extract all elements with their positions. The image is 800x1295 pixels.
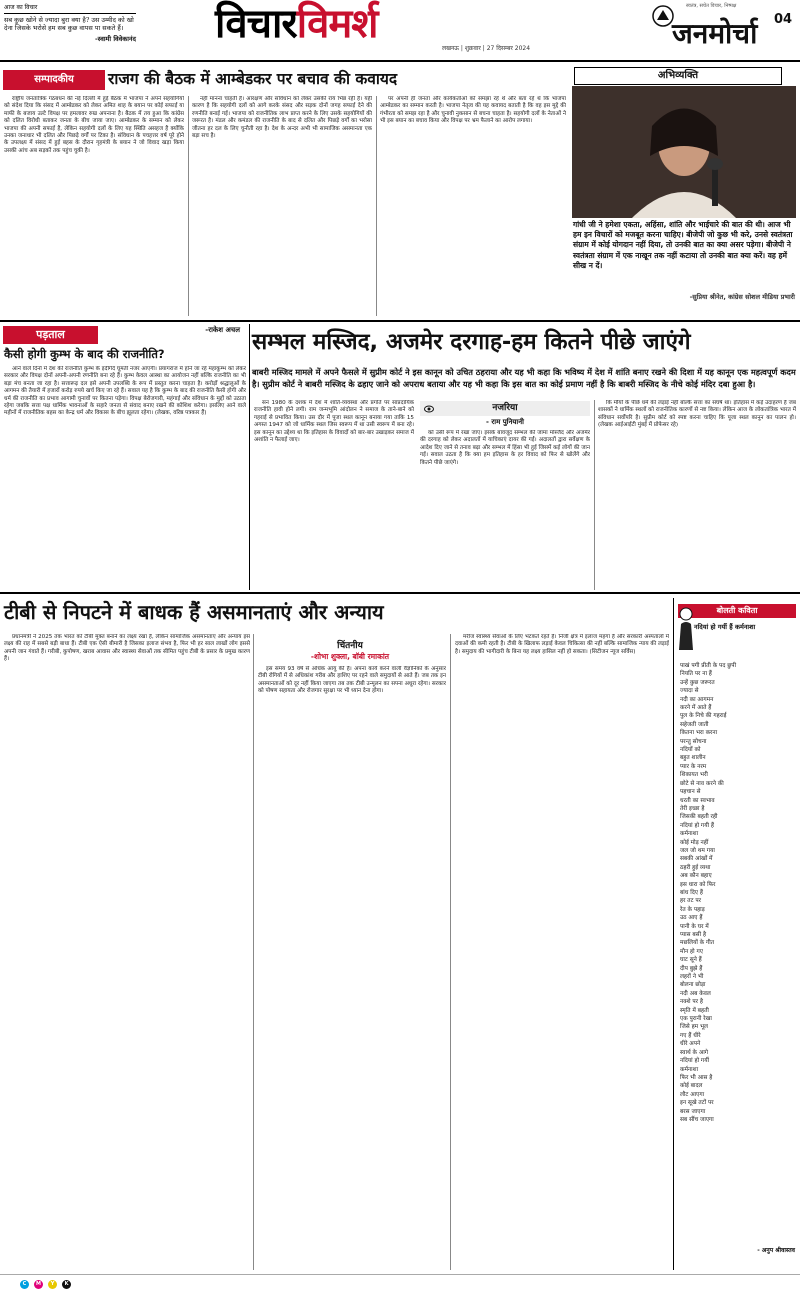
col-divider — [376, 96, 377, 316]
kavita-line: नदियां हो गयीं — [680, 1058, 710, 1065]
kavita-line: नदी का आगमन — [680, 696, 714, 703]
kavita-line: धरती का स्वभाव — [680, 797, 715, 804]
tb-col-2 — [258, 666, 446, 1270]
tb-text-2: इस समय 93 वर्ष से अधिक आयु की है। अपना कार्य करने वाली वैज्ञानिकों के अनुसार टीबी रोगियों में से अधिकांश गरीब और हाशिए पर रहने वाले समुदायों से आते हैं। जब तक इन असमानताओं को दूर नहीं किया जाएगा तब तक टीबी उन्मूलन का सपना अधूरा रहेगा। सरकार को पोषण सहायता और रोजगार सुरक्षा पर भी ध्यान देना होगा। — [258, 666, 446, 695]
lead-headline: सम्भल मस्जिद, अजमेर दरगाह-हम कितने पीछे जाएंगे — [252, 329, 691, 355]
kavita-line: इन सूखे तटों पर — [680, 1100, 714, 1107]
chintaniya-author: -शोभा शुक्ला, बॉबी रमाकांत — [310, 652, 390, 661]
kavita-line: प्यार के नरम — [680, 763, 707, 770]
padtal-body — [4, 366, 246, 588]
brand-tagline: स्वतंत्र, सचेत विचार, निष्पक्ष — [686, 3, 737, 9]
najariya-tag — [420, 401, 590, 416]
tb-col-1 — [4, 634, 250, 1270]
kavita-line: गए हैं धीरे — [680, 1032, 701, 1039]
padtal-tag: पड़ताल — [3, 326, 98, 344]
editorial-text-1: राष्ट्रीय जनतांत्रिक गठबंधन की नई दिल्ली में हुई बैठक में भाजपा ने अपने सहयोगियों को संदेश दिया कि संसद में आम्बेडकर को लेकर अमित शाह के बयान पर कोई सफाई या माफी के बजाय उल्टे विपक्ष पर हमलावर रुख अपनाना है। बैठक में तय हुआ कि कांग्रेस को दलित विरोधी बताकर जनता के बीच जाया जाए। आम्बेडकर के सम्मान को लेकर भाजपा की अपनी सफाई है, लेकिन सहयोगी दलों के लिए यह स्थिति असहज है क्योंकि उनका जनाधार भी दलित और पिछड़े वर्गों पर टिका है। संविधान के पचहत्तर वर्ष पूरे होने के उपलक्ष्य में संसद में हुई बहस के दौरान गृहमंत्री के बयान ने जो विवाद खड़ा किया उसकी आंच अब सड़कों तक पहुंच चुकी है। — [4, 96, 184, 154]
footer-rule — [0, 1274, 800, 1275]
kavita-line: कोई बादल — [680, 1083, 703, 1090]
thought-author: -स्वामी विवेकानंद — [94, 34, 136, 43]
padtal-text: आने वाले दिनों में देश की राजनीति कुम्भ के इर्दगिर्द घूमती नजर आएगी। प्रयागराज में होने जा रहे महाकुम्भ को लेकर सरकार और विपक्ष दोनों अपनी-अपनी रणनीति बना रहे हैं। कुम्भ केवल आस्था का आयोजन नहीं बल्कि राजनीति का भी बड़ा मंच बनता जा रहा है। सत्तारूढ़ दल इसे अपनी उपलब्धि के रूप में प्रस्तुत करना चाहता है। करोड़ों श्रद्धालुओं के आगमन की तैयारी में हजारों करोड़ रुपये खर्च किए जा रहे हैं। सवाल यह है कि कुम्भ के बाद की राजनीति कैसी होगी और धर्म की राजनीति का प्रभाव आगामी चुनावों पर कितना पड़ेगा। विपक्ष बेरोजगारी, महंगाई और संविधान के मुद्दों को उठाता रहेगा जबकि सत्ता पक्ष धार्मिक भावनाओं के सहारे जनता से संवाद बनाए रखने की कोशिश करेगा। इसलिए आने वाले महीनों में राजनीतिक बहस का केन्द्र धर्म और विकास के बीच झूलता रहेगा। (लेखक, वरिष्ठ पत्रकार हैं) — [4, 366, 246, 417]
abhivyakti-author: -सुप्रिया श्रीनेत, कांग्रेस सोशल मीडिया प्रभारी — [689, 293, 795, 301]
kavita-line: जल जो थम गया — [680, 847, 715, 854]
kavita-line: उन्हें कुछ जरूरत — [680, 679, 715, 686]
kavita-line: सहेजती जाती — [680, 721, 709, 728]
brand-name: जनमोर्चा — [672, 17, 758, 50]
kavita-line: उठ आए हैं — [680, 915, 703, 922]
speaker-photo — [572, 86, 796, 218]
kavita-line: परन्तु सोचना — [680, 738, 707, 745]
kavita-line: स्मृति में बहती — [680, 1007, 709, 1014]
abhivyakti-tag: अभिव्यक्ति — [574, 67, 782, 85]
kavita-line: घाट सूने हैं — [680, 957, 702, 964]
kavita-line: पुल के निचे की गहराई — [680, 713, 727, 720]
kavita-line: लहरों ने भी — [680, 974, 704, 981]
kavita-line: अब कौन बहाए — [680, 873, 712, 880]
chintaniya-tag: चिंतनीय — [337, 641, 363, 651]
editorial-text-3: पर अपनी ही जनता और कार्यकर्ताओं को समझा रहे थे और बता रहे थे कि भाजपा आम्बेडकर का सम्मान करती है। भाजपा नेतृत्व की यह कवायद बताती है कि वह इस मुद्दे की गंभीरता को समझ रहा है और चुनावी नुकसान से बचना चाहता है। सहयोगी दलों के नेताओं ने भी इस बयान का बचाव किया और विपक्ष पर भ्रम फैलाने का आरोप लगाया। — [380, 96, 566, 125]
abhivyakti-quote: गांधी जी ने हमेशा एकता, अहिंसा, शांति और भाईचारे की बात की थी। आज भी हम इन विचारों को मजबूत करना चाहिए। बीजेपी जो कुछ भी करे, उनसे स्वतंत्रता संग्राम में कोई योगदान नहीं दिया, तो उनकी बात का क्या असर पड़ेगा। बीजेपी ने स्वतंत्रता संग्राम में एक नाखून तक नहीं कटाया तो उनकी बात क्या करें। वह हमें सीख न दें। — [573, 220, 793, 270]
kavita-line: पहचान से — [680, 789, 701, 796]
kavita-line: दीप बुझे हैं — [680, 965, 703, 972]
tb-text-1: प्रधानमंत्री ने 2025 तक भारत को टीबी मुक्त बनाने का लक्ष्य रखा है, लेकिन सामाजिक असमानताएं और अन्याय इस लक्ष्य की राह में सबसे बड़ी बाधा हैं। टीबी एक ऐसी बीमारी है जिसका इलाज संभव है, फिर भी हर साल लाखों लोग इससे अपनी जान गंवाते हैं। गरीबी, कुपोषण, खराब आवास और स्वास्थ्य सेवाओं तक सीमित पहुंच टीबी के प्रसार के प्रमुख कारण हैं। — [4, 634, 250, 663]
kavita-body — [680, 662, 795, 1242]
kavita-line: बरस जाएगा — [680, 1108, 706, 1115]
masthead-part-b: विमर्श — [296, 1, 378, 47]
editorial-headline: राजग की बैठक में आम्बेडकर पर बचाव की कवायद — [108, 70, 398, 88]
padtal-author: -राकेश अचल — [205, 326, 240, 334]
header-rule — [0, 60, 800, 62]
kavita-author: - अनुप श्रीवास्तव — [757, 1247, 795, 1254]
section-rule — [0, 592, 800, 594]
speaker-photo-illustration — [572, 86, 796, 218]
kavita-line: नक्शे पर है — [680, 999, 703, 1006]
kavita-line: लौट आएगा — [680, 1091, 705, 1098]
kavita-line: नदियां हो गयी हैं — [680, 822, 714, 829]
kavita-line: ठहरी हुई व्यथा — [680, 864, 711, 871]
registration-mark-k: K — [62, 1280, 71, 1289]
kavita-line: इस धारा को फिर — [680, 881, 716, 888]
kavita-line: मछलियों के गीत — [680, 940, 715, 947]
thought-text: सब कुछ खोने से ज्यादा बुरा क्या है? उस उम्मीद को खो देना जिसके भरोसे हम सब कुछ वापस पा सकते हैं। — [4, 15, 134, 32]
kavita-line: सबकी आंखों में — [680, 856, 713, 863]
kavita-line: कर्मनाशा — [680, 831, 699, 838]
kavita-title: नदियां हो गयीं हैं कर्मनाशा — [694, 623, 756, 631]
kavita-line: हर तट पर — [680, 898, 702, 905]
col-divider — [188, 96, 189, 316]
kavita-line: करने में आते हैं — [680, 705, 712, 712]
bolti-kavita-tag: बोलती कविता — [678, 604, 796, 618]
editorial-col-2 — [192, 96, 372, 316]
kavita-line: शिकायत भरी — [680, 772, 708, 779]
kavita-line: एक पुरानी रेखा — [680, 1016, 712, 1023]
col-divider — [673, 598, 674, 1270]
editorial-text-2: नहीं मानना चाहती है। आरक्षण और संविधान को लेकर उसकी राय भिन्न रही है। यही कारण है कि सहयोगी दलों को आगे करके संसद और सड़क दोनों जगह सफाई देने की रणनीति बनाई गई। भाजपा को राजनीतिक लाभ प्राप्त करने के लिए उसके सहयोगियों की जरूरत है। मंडल और कमंडल की राजनीति के बाद से दलित और पिछड़े वर्गों का भरोसा जीतना हर दल के लिए चुनौती रहा है। देश के अन्दर अभी भी सामाजिक असमानता एक बड़ा सच है। — [192, 96, 372, 140]
kavita-line: नदी अब केवल — [680, 990, 711, 997]
kavita-line: नियति पर ना हैं — [680, 671, 712, 678]
editorial-tag: सम्पादकीय — [3, 70, 105, 90]
kavita-line: जिसे हम भूल — [680, 1024, 708, 1031]
lead-text-3: कि मौर्यों के पीछे धर्म की लड़ाई नहीं बल्कि सत्ता का संघर्ष था। इतिहास में कई उदाहरण हैं जब शासकों ने धार्मिक स्थलों को राजनीतिक कारणों से नष्ट किया। लेकिन आज के लोकतांत्रिक भारत में संविधान सर्वोपरि है। सुप्रीम कोर्ट को स्पष्ट करना चाहिए कि पूजा स्थल कानून का पालन हो। (लेखक आईआईटी मुंबई में प्रोफेसर रहे) — [598, 400, 796, 429]
kavita-line: फिर भी आस है — [680, 1074, 713, 1081]
kavita-line: धीरे अपने — [680, 1041, 701, 1048]
col-divider — [249, 324, 250, 590]
kavita-line: छोटे से नाव करने की — [680, 780, 724, 787]
kavita-line: बोलना छोड़ा — [680, 982, 706, 989]
tb-text-3: मरीज स्वास्थ्य सेवाओं के लिए भटकते रहते हैं। निजी क्षेत्र में इलाज महंगा है और सरकारी अस्पतालों में दवाओं की कमी रहती है। टीबी के खिलाफ लड़ाई केवल चिकित्सा की नहीं बल्कि सामाजिक न्याय की लड़ाई है। समुदाय की भागीदारी के बिना यह लक्ष्य हासिल नहीं हो सकता। (सिटीजन न्यूज सर्विस) — [455, 634, 669, 655]
tb-col-3 — [455, 634, 669, 1270]
kavita-line: रेत के पहाड़ — [680, 906, 705, 913]
kavita-line: कर्मनाशा — [680, 1066, 699, 1073]
lead-text-1: सन 1980 के दशक में देश में शांति-व्यवस्था और प्रगति पर सांप्रदायिक राजनीति हावी होने लगी। राम जन्मभूमि आंदोलन ने समाज के ताने-बाने को गहराई से प्रभावित किया। उस दौर में पूजा स्थल कानून बनाया गया ताकि 15 अगस्त 1947 को जो धार्मिक स्थल जिस स्वरूप में था उसी स्वरूप में बना रहे। इस कानून का उद्देश्य था कि इतिहास के विवादों को बार-बार उखाड़कर समाज में अशांति न फैलाई जाए। — [254, 400, 414, 444]
kavita-line: स्वार्थ के आगे — [680, 1049, 709, 1056]
najariya-label: नजरिया — [492, 403, 518, 413]
editorial-col-1 — [4, 96, 184, 316]
page-number: 04 — [774, 12, 793, 27]
kavita-line: तेरी इच्छा है — [680, 805, 705, 812]
lead-col-1 — [254, 400, 414, 590]
najariya-author: - राम पुनियानी — [486, 418, 524, 426]
thought-of-day — [4, 4, 136, 62]
col-divider — [253, 634, 254, 1270]
kavita-line: कोई मोड़ नहीं — [680, 839, 709, 846]
poet-cartoon-icon — [676, 606, 696, 650]
masthead-part-a: विचार — [215, 1, 297, 47]
tb-headline: टीबी से निपटने में बाधक हैं असमानताएं और अन्याय — [4, 600, 384, 624]
lead-col-3 — [598, 400, 796, 590]
registration-mark-c: C — [20, 1280, 29, 1289]
kavita-line: मौन हो गए — [680, 948, 703, 955]
lead-deck: बाबरी मस्जिद मामले में अपने फैसले में सुप्रीम कोर्ट ने इस कानून को उचित ठहराया और यह भी कहा कि भविष्य में देश में शांति बनाए रखने की दिशा में यह कानून एक महत्वपूर्ण कदम है। सुप्रीम कोर्ट ने बाबरी मस्जिद के ढहाए जाने को अपराध बताया और यह भी कहा कि इस बात का कोई प्रमाण नहीं है कि बाबरी मस्जिद के नीचे कोई मंदिर दबा हुआ है। — [252, 367, 796, 389]
padtal-headline: कैसी होगी कुम्भ के बाद की राजनीति? — [4, 347, 165, 361]
thought-title: आज का विचार — [4, 4, 136, 14]
kavita-line: पाखं पगी प्रीती के पद छुपी — [680, 663, 737, 669]
eye-icon — [424, 404, 434, 414]
col-divider — [450, 634, 451, 1270]
editorial-col-3 — [380, 96, 566, 316]
kavita-line: सब सींच जाएगा — [680, 1116, 714, 1123]
kavita-line: ज्यादा से — [680, 688, 699, 695]
kavita-line: जिसकी बहती रही — [680, 814, 718, 821]
kavita-line: प्यास बसी है — [680, 932, 707, 938]
kavita-line: कितना भरा करना — [680, 730, 718, 737]
kavita-line: बांध दिए हैं — [680, 889, 703, 896]
newspaper-logo-icon — [652, 5, 674, 27]
registration-mark-y: Y — [48, 1280, 57, 1289]
kavita-line: नदियों को — [680, 747, 701, 754]
kavita-line: पानी के घर में — [680, 923, 709, 930]
kavita-line: बहुत शालीन — [680, 755, 706, 762]
lead-text-2: को उसी रूप में रखा जाए। इसके बावजूद सम्भल की जामा मस्जिद और अजमेर की दरगाह को लेकर अदालतों में याचिकाएं दायर की गईं। अदालतों द्वारा सर्वेक्षण के आदेश दिए जाने से तनाव बढ़ा और सम्भल में हिंसा भी हुई जिसमें कई लोगों की जान गई। सवाल उठता है कि क्या हम इतिहास के हर विवाद को फिर से खोलेंगे और कितने पीछे जाएंगे। — [420, 430, 590, 466]
lead-col-2 — [420, 430, 590, 590]
page-masthead — [215, 2, 475, 46]
date-line: लखनऊ | शुक्रवार | 27 दिसम्बर 2024 — [442, 45, 531, 52]
registration-mark-m: M — [34, 1280, 43, 1289]
col-divider — [594, 400, 595, 590]
